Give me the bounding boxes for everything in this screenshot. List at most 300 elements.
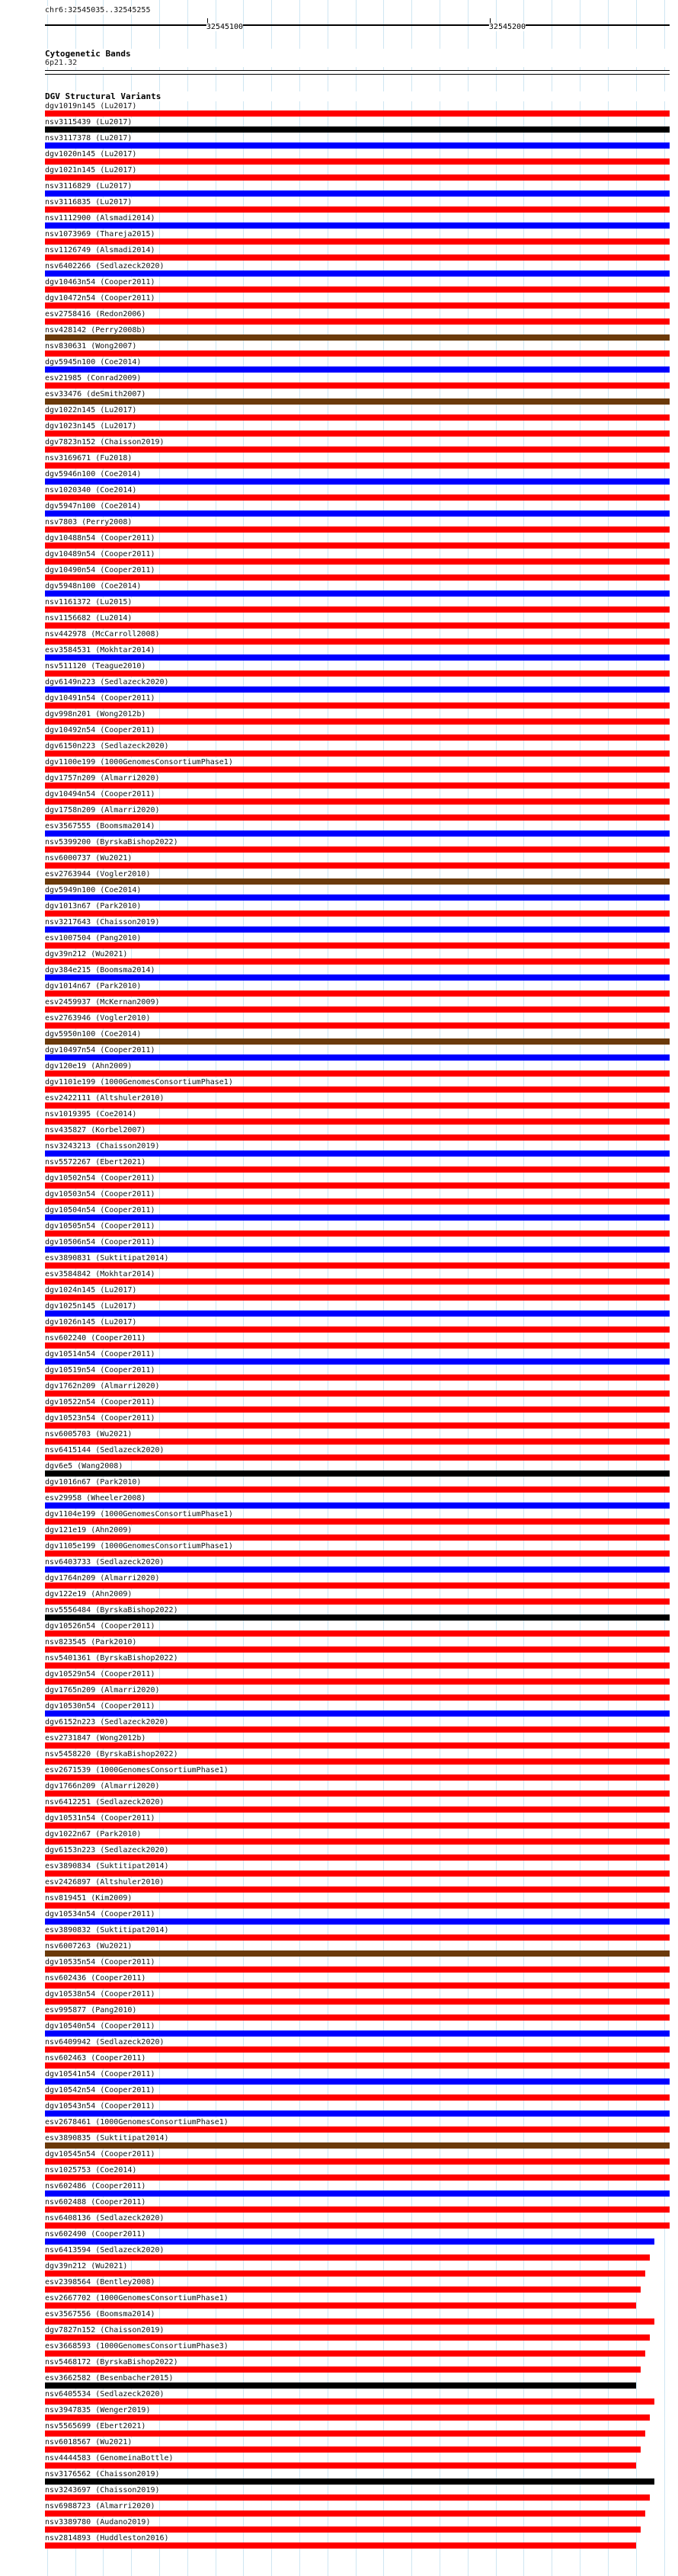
dgv-feature-bar[interactable]	[45, 670, 670, 677]
dgv-feature-bar[interactable]	[45, 2174, 670, 2181]
dgv-feature-bar[interactable]	[45, 334, 670, 341]
dgv-feature-row[interactable]	[45, 1766, 670, 1782]
dgv-feature-row[interactable]	[45, 1622, 670, 1638]
dgv-feature-row[interactable]	[45, 1142, 670, 1158]
dgv-feature-bar[interactable]	[45, 590, 670, 597]
dgv-feature-bar[interactable]	[45, 686, 670, 693]
dgv-feature-row[interactable]	[45, 1110, 670, 1126]
dgv-feature-row[interactable]	[45, 1590, 670, 1606]
dgv-feature-row[interactable]	[45, 870, 670, 886]
dgv-feature-bar[interactable]	[45, 2078, 670, 2085]
dgv-feature-bar[interactable]	[45, 862, 670, 869]
dgv-feature-row[interactable]	[45, 406, 670, 422]
dgv-feature-bar[interactable]	[45, 494, 670, 501]
dgv-feature-bar[interactable]	[45, 1006, 670, 1013]
dgv-feature-row[interactable]	[45, 1686, 670, 1702]
dgv-feature-bar[interactable]	[45, 366, 670, 373]
dgv-feature-row[interactable]	[45, 102, 670, 118]
dgv-feature-row[interactable]	[45, 2406, 670, 2422]
dgv-feature-row[interactable]	[45, 2118, 670, 2134]
dgv-feature-row[interactable]	[45, 438, 670, 454]
dgv-feature-bar[interactable]	[45, 1870, 670, 1877]
dgv-feature-row[interactable]	[45, 662, 670, 678]
dgv-feature-row[interactable]	[45, 1574, 670, 1590]
dgv-feature-row[interactable]	[45, 1734, 670, 1750]
dgv-feature-row[interactable]	[45, 2006, 670, 2022]
dgv-feature-bar[interactable]	[45, 830, 670, 837]
dgv-feature-row[interactable]	[45, 966, 670, 982]
dgv-feature-row[interactable]	[45, 2310, 670, 2326]
dgv-feature-bar[interactable]	[45, 2494, 650, 2501]
dgv-feature-row[interactable]	[45, 166, 670, 182]
dgv-feature-bar[interactable]	[45, 910, 670, 917]
dgv-feature-row[interactable]	[45, 1718, 670, 1734]
dgv-feature-bar[interactable]	[45, 1582, 670, 1589]
dgv-feature-row[interactable]	[45, 2198, 670, 2214]
dgv-feature-row[interactable]	[45, 1782, 670, 1798]
dgv-feature-bar[interactable]	[45, 1998, 670, 2005]
dgv-feature-bar[interactable]	[45, 1038, 670, 1045]
dgv-feature-bar[interactable]	[45, 238, 670, 245]
dgv-feature-bar[interactable]	[45, 798, 670, 805]
dgv-feature-bar[interactable]	[45, 1678, 670, 1685]
dgv-feature-bar[interactable]	[45, 1422, 670, 1429]
dgv-feature-row[interactable]	[45, 502, 670, 518]
dgv-feature-bar[interactable]	[45, 222, 670, 229]
dgv-feature-row[interactable]	[45, 694, 670, 710]
dgv-feature-bar[interactable]	[45, 2462, 636, 2469]
dgv-feature-row[interactable]	[45, 326, 670, 342]
dgv-feature-bar[interactable]	[45, 2366, 641, 2373]
dgv-feature-row[interactable]	[45, 2502, 670, 2518]
dgv-feature-bar[interactable]	[45, 414, 670, 421]
dgv-feature-row[interactable]	[45, 2454, 670, 2470]
dgv-feature-row[interactable]	[45, 1126, 670, 1142]
dgv-feature-bar[interactable]	[45, 1646, 670, 1653]
dgv-feature-bar[interactable]	[45, 1838, 670, 1845]
dgv-feature-row[interactable]	[45, 2518, 670, 2534]
dgv-feature-row[interactable]	[45, 246, 670, 262]
dgv-feature-row[interactable]	[45, 2070, 670, 2086]
dgv-feature-row[interactable]	[45, 2022, 670, 2038]
dgv-feature-row[interactable]	[45, 1670, 670, 1686]
dgv-feature-bar[interactable]	[45, 974, 670, 981]
dgv-feature-bar[interactable]	[45, 158, 670, 165]
dgv-feature-row[interactable]	[45, 214, 670, 230]
dgv-feature-row[interactable]	[45, 1206, 670, 1222]
dgv-feature-row[interactable]	[45, 486, 670, 502]
dgv-feature-row[interactable]	[45, 1254, 670, 1270]
dgv-feature-row[interactable]	[45, 998, 670, 1014]
dgv-feature-bar[interactable]	[45, 990, 670, 997]
dgv-feature-row[interactable]	[45, 134, 670, 150]
dgv-feature-bar[interactable]	[45, 318, 670, 325]
dgv-feature-row[interactable]	[45, 2166, 670, 2182]
dgv-feature-bar[interactable]	[45, 2286, 641, 2293]
dgv-feature-bar[interactable]	[45, 1134, 670, 1141]
dgv-feature-row[interactable]	[45, 1014, 670, 1030]
dgv-feature-bar[interactable]	[45, 2318, 654, 2325]
dgv-feature-row[interactable]	[45, 310, 670, 326]
dgv-feature-row[interactable]	[45, 918, 670, 934]
dgv-feature-bar[interactable]	[45, 894, 670, 901]
dgv-feature-row[interactable]	[45, 742, 670, 758]
dgv-feature-bar[interactable]	[45, 846, 670, 853]
dgv-feature-row[interactable]	[45, 1606, 670, 1622]
dgv-feature-row[interactable]	[45, 1510, 670, 1526]
dgv-feature-bar[interactable]	[45, 1742, 670, 1749]
dgv-feature-bar[interactable]	[45, 654, 670, 661]
dgv-feature-bar[interactable]	[45, 1118, 670, 1125]
dgv-feature-row[interactable]	[45, 278, 670, 294]
dgv-feature-bar[interactable]	[45, 302, 670, 309]
dgv-feature-row[interactable]	[45, 598, 670, 614]
dgv-feature-bar[interactable]	[45, 2526, 641, 2533]
dgv-feature-bar[interactable]	[45, 1086, 670, 1093]
dgv-feature-bar[interactable]	[45, 1214, 670, 1221]
dgv-feature-row[interactable]	[45, 790, 670, 806]
dgv-feature-row[interactable]	[45, 1366, 670, 1382]
dgv-feature-bar[interactable]	[45, 446, 670, 453]
dgv-feature-row[interactable]	[45, 1046, 670, 1062]
dgv-feature-bar[interactable]	[45, 2302, 636, 2309]
dgv-feature-row[interactable]	[45, 342, 670, 358]
dgv-feature-bar[interactable]	[45, 1486, 670, 1493]
dgv-feature-bar[interactable]	[45, 462, 670, 469]
dgv-feature-row[interactable]	[45, 2230, 670, 2246]
dgv-feature-bar[interactable]	[45, 1374, 670, 1381]
dgv-feature-bar[interactable]	[45, 2158, 670, 2165]
dgv-feature-bar[interactable]	[45, 350, 670, 357]
dgv-feature-bar[interactable]	[45, 2190, 670, 2197]
dgv-feature-row[interactable]	[45, 1078, 670, 1094]
dgv-feature-bar[interactable]	[45, 110, 670, 117]
dgv-feature-bar[interactable]	[45, 2430, 645, 2437]
dgv-feature-bar[interactable]	[45, 1358, 670, 1365]
dgv-feature-row[interactable]	[45, 1654, 670, 1670]
dgv-feature-bar[interactable]	[45, 766, 670, 773]
dgv-feature-bar[interactable]	[45, 1342, 670, 1349]
dgv-feature-bar[interactable]	[45, 2446, 641, 2453]
dgv-feature-bar[interactable]	[45, 1022, 670, 1029]
dgv-feature-row[interactable]	[45, 262, 670, 278]
dgv-feature-row[interactable]	[45, 1414, 670, 1430]
dgv-feature-bar[interactable]	[45, 1326, 670, 1333]
dgv-feature-row[interactable]	[45, 358, 670, 374]
dgv-feature-bar[interactable]	[45, 558, 670, 565]
dgv-feature-bar[interactable]	[45, 1550, 670, 1557]
dgv-feature-row[interactable]	[45, 1494, 670, 1510]
dgv-feature-row[interactable]	[45, 2102, 670, 2118]
dgv-feature-row[interactable]	[45, 2342, 670, 2358]
dgv-feature-bar[interactable]	[45, 174, 670, 181]
dgv-feature-bar[interactable]	[45, 1534, 670, 1541]
dgv-feature-row[interactable]	[45, 1526, 670, 1542]
dgv-feature-bar[interactable]	[45, 1566, 670, 1573]
dgv-feature-bar[interactable]	[45, 782, 670, 789]
dgv-feature-bar[interactable]	[45, 142, 670, 149]
dgv-feature-bar[interactable]	[45, 1598, 670, 1605]
dgv-feature-row[interactable]	[45, 1478, 670, 1494]
dgv-feature-bar[interactable]	[45, 1614, 670, 1621]
dgv-feature-bar[interactable]	[45, 2094, 670, 2101]
dgv-feature-bar[interactable]	[45, 622, 670, 629]
dgv-feature-row[interactable]	[45, 2262, 670, 2278]
dgv-feature-bar[interactable]	[45, 1630, 670, 1637]
dgv-feature-bar[interactable]	[45, 1070, 670, 1077]
dgv-feature-bar[interactable]	[45, 254, 670, 261]
dgv-feature-bar[interactable]	[45, 542, 670, 549]
dgv-feature-row[interactable]	[45, 774, 670, 790]
dgv-feature-bar[interactable]	[45, 2334, 650, 2341]
dgv-feature-row[interactable]	[45, 1846, 670, 1862]
dgv-feature-bar[interactable]	[45, 1934, 670, 1941]
dgv-feature-row[interactable]	[45, 614, 670, 630]
dgv-feature-bar[interactable]	[45, 382, 670, 389]
dgv-feature-row[interactable]	[45, 678, 670, 694]
dgv-feature-row[interactable]	[45, 454, 670, 470]
dgv-feature-bar[interactable]	[45, 2238, 654, 2245]
dgv-feature-row[interactable]	[45, 2326, 670, 2342]
dgv-feature-bar[interactable]	[45, 1262, 670, 1269]
dgv-feature-row[interactable]	[45, 726, 670, 742]
dgv-feature-bar[interactable]	[45, 1774, 670, 1781]
dgv-feature-bar[interactable]	[45, 878, 670, 885]
dgv-feature-bar[interactable]	[45, 1198, 670, 1205]
dgv-feature-bar[interactable]	[45, 1278, 670, 1285]
dgv-feature-bar[interactable]	[45, 926, 670, 933]
dgv-feature-bar[interactable]	[45, 1886, 670, 1893]
dgv-feature-bar[interactable]	[45, 1950, 670, 1957]
dgv-feature-row[interactable]	[45, 390, 670, 406]
dgv-feature-row[interactable]	[45, 822, 670, 838]
dgv-feature-bar[interactable]	[45, 2414, 650, 2421]
dgv-feature-bar[interactable]	[45, 1166, 670, 1173]
dgv-feature-bar[interactable]	[45, 1294, 670, 1301]
dgv-feature-bar[interactable]	[45, 2222, 670, 2229]
dgv-feature-row[interactable]	[45, 2086, 670, 2102]
dgv-feature-bar[interactable]	[45, 1182, 670, 1189]
dgv-feature-row[interactable]	[45, 2150, 670, 2166]
dgv-feature-bar[interactable]	[45, 2382, 636, 2389]
dgv-feature-row[interactable]	[45, 758, 670, 774]
dgv-feature-row[interactable]	[45, 2358, 670, 2374]
dgv-feature-bar[interactable]	[45, 814, 670, 821]
dgv-feature-row[interactable]	[45, 1990, 670, 2006]
dgv-feature-row[interactable]	[45, 374, 670, 390]
dgv-feature-bar[interactable]	[45, 1806, 670, 1813]
dgv-feature-bar[interactable]	[45, 1150, 670, 1157]
dgv-feature-row[interactable]	[45, 2134, 670, 2150]
dgv-feature-bar[interactable]	[45, 2398, 654, 2405]
dgv-feature-row[interactable]	[45, 2214, 670, 2230]
dgv-feature-bar[interactable]	[45, 206, 670, 213]
dgv-feature-row[interactable]	[45, 2534, 670, 2550]
dgv-feature-row[interactable]	[45, 1350, 670, 1366]
dgv-feature-row[interactable]	[45, 886, 670, 902]
dgv-feature-bar[interactable]	[45, 510, 670, 517]
dgv-feature-bar[interactable]	[45, 1790, 670, 1797]
dgv-feature-bar[interactable]	[45, 1102, 670, 1109]
dgv-feature-bar[interactable]	[45, 1854, 670, 1861]
dgv-feature-bar[interactable]	[45, 430, 670, 437]
dgv-feature-row[interactable]	[45, 198, 670, 214]
dgv-feature-bar[interactable]	[45, 2270, 645, 2277]
dgv-feature-bar[interactable]	[45, 718, 670, 725]
dgv-feature-bar[interactable]	[45, 1502, 670, 1509]
dgv-feature-row[interactable]	[45, 1814, 670, 1830]
dgv-feature-bar[interactable]	[45, 1406, 670, 1413]
dgv-feature-bar[interactable]	[45, 942, 670, 949]
dgv-feature-row[interactable]	[45, 1094, 670, 1110]
dgv-feature-row[interactable]	[45, 1174, 670, 1190]
dgv-feature-row[interactable]	[45, 2422, 670, 2438]
dgv-feature-bar[interactable]	[45, 190, 670, 197]
dgv-feature-row[interactable]	[45, 1158, 670, 1174]
dgv-feature-row[interactable]	[45, 1270, 670, 1286]
dgv-feature-row[interactable]	[45, 710, 670, 726]
dgv-feature-row[interactable]	[45, 1926, 670, 1942]
dgv-feature-row[interactable]	[45, 230, 670, 246]
dgv-feature-row[interactable]	[45, 838, 670, 854]
dgv-feature-bar[interactable]	[45, 2254, 650, 2261]
dgv-feature-bar[interactable]	[45, 526, 670, 533]
dgv-feature-row[interactable]	[45, 2246, 670, 2262]
dgv-feature-row[interactable]	[45, 1334, 670, 1350]
dgv-feature-row[interactable]	[45, 1318, 670, 1334]
dgv-feature-bar[interactable]	[45, 1982, 670, 1989]
dgv-feature-bar[interactable]	[45, 2510, 645, 2517]
dgv-feature-row[interactable]	[45, 422, 670, 438]
dgv-feature-row[interactable]	[45, 982, 670, 998]
cytoband-bar[interactable]	[45, 70, 670, 75]
dgv-feature-row[interactable]	[45, 1062, 670, 1078]
dgv-feature-row[interactable]	[45, 1910, 670, 1926]
dgv-feature-bar[interactable]	[45, 702, 670, 709]
dgv-feature-bar[interactable]	[45, 1966, 670, 1973]
dgv-feature-row[interactable]	[45, 1750, 670, 1766]
dgv-feature-bar[interactable]	[45, 1470, 670, 1477]
dgv-feature-row[interactable]	[45, 1958, 670, 1974]
dgv-feature-bar[interactable]	[45, 1230, 670, 1237]
dgv-feature-bar[interactable]	[45, 1726, 670, 1733]
dgv-feature-row[interactable]	[45, 1382, 670, 1398]
dgv-feature-row[interactable]	[45, 2486, 670, 2502]
dgv-feature-row[interactable]	[45, 1558, 670, 1574]
dgv-feature-row[interactable]	[45, 470, 670, 486]
dgv-feature-row[interactable]	[45, 1862, 670, 1878]
dgv-feature-bar[interactable]	[45, 1054, 670, 1061]
dgv-feature-row[interactable]	[45, 1238, 670, 1254]
dgv-feature-bar[interactable]	[45, 2046, 670, 2053]
dgv-feature-bar[interactable]	[45, 2110, 670, 2117]
dgv-feature-row[interactable]	[45, 2294, 670, 2310]
dgv-feature-row[interactable]	[45, 118, 670, 134]
dgv-feature-row[interactable]	[45, 582, 670, 598]
dgv-feature-row[interactable]	[45, 550, 670, 566]
dgv-feature-bar[interactable]	[45, 606, 670, 613]
dgv-feature-row[interactable]	[45, 934, 670, 950]
dgv-feature-bar[interactable]	[45, 2014, 670, 2021]
dgv-feature-row[interactable]	[45, 630, 670, 646]
dgv-feature-row[interactable]	[45, 1302, 670, 1318]
dgv-feature-bar[interactable]	[45, 286, 670, 293]
dgv-feature-bar[interactable]	[45, 1246, 670, 1253]
dgv-feature-bar[interactable]	[45, 574, 670, 581]
dgv-feature-row[interactable]	[45, 1894, 670, 1910]
dgv-feature-row[interactable]	[45, 806, 670, 822]
dgv-feature-row[interactable]	[45, 1462, 670, 1478]
dgv-feature-row[interactable]	[45, 2470, 670, 2486]
dgv-feature-row[interactable]	[45, 1798, 670, 1814]
dgv-feature-row[interactable]	[45, 1638, 670, 1654]
dgv-feature-bar[interactable]	[45, 638, 670, 645]
dgv-feature-row[interactable]	[45, 1190, 670, 1206]
dgv-feature-row[interactable]	[45, 2390, 670, 2406]
dgv-feature-row[interactable]	[45, 1286, 670, 1302]
dgv-feature-bar[interactable]	[45, 734, 670, 741]
dgv-feature-row[interactable]	[45, 950, 670, 966]
dgv-feature-bar[interactable]	[45, 1662, 670, 1669]
dgv-feature-bar[interactable]	[45, 750, 670, 757]
dgv-feature-row[interactable]	[45, 150, 670, 166]
dgv-feature-bar[interactable]	[45, 2142, 670, 2149]
dgv-feature-row[interactable]	[45, 534, 670, 550]
dgv-feature-row[interactable]	[45, 518, 670, 534]
dgv-feature-bar[interactable]	[45, 1438, 670, 1445]
dgv-feature-row[interactable]	[45, 566, 670, 582]
dgv-feature-bar[interactable]	[45, 478, 670, 485]
dgv-feature-row[interactable]	[45, 646, 670, 662]
dgv-feature-row[interactable]	[45, 1942, 670, 1958]
dgv-feature-bar[interactable]	[45, 2030, 670, 2037]
dgv-feature-bar[interactable]	[45, 2126, 670, 2133]
dgv-feature-bar[interactable]	[45, 2206, 670, 2213]
dgv-feature-row[interactable]	[45, 2038, 670, 2054]
dgv-feature-bar[interactable]	[45, 2062, 670, 2069]
dgv-feature-row[interactable]	[45, 2054, 670, 2070]
dgv-feature-bar[interactable]	[45, 1390, 670, 1397]
dgv-feature-bar[interactable]	[45, 1902, 670, 1909]
dgv-feature-bar[interactable]	[45, 1822, 670, 1829]
dgv-feature-row[interactable]	[45, 1430, 670, 1446]
dgv-feature-row[interactable]	[45, 1398, 670, 1414]
dgv-feature-row[interactable]	[45, 2374, 670, 2390]
dgv-feature-bar[interactable]	[45, 1710, 670, 1717]
dgv-feature-bar[interactable]	[45, 1310, 670, 1317]
dgv-feature-bar[interactable]	[45, 126, 670, 133]
dgv-feature-bar[interactable]	[45, 1518, 670, 1525]
dgv-feature-row[interactable]	[45, 1030, 670, 1046]
dgv-feature-row[interactable]	[45, 2438, 670, 2454]
dgv-feature-row[interactable]	[45, 1542, 670, 1558]
dgv-feature-bar[interactable]	[45, 2478, 654, 2485]
dgv-feature-bar[interactable]	[45, 2350, 645, 2357]
dgv-feature-row[interactable]	[45, 294, 670, 310]
dgv-feature-bar[interactable]	[45, 270, 670, 277]
dgv-feature-bar[interactable]	[45, 1758, 670, 1765]
dgv-feature-row[interactable]	[45, 902, 670, 918]
dgv-feature-row[interactable]	[45, 1974, 670, 1990]
dgv-feature-row[interactable]	[45, 1222, 670, 1238]
dgv-feature-row[interactable]	[45, 854, 670, 870]
dgv-feature-bar[interactable]	[45, 1918, 670, 1925]
dgv-feature-row[interactable]	[45, 1446, 670, 1462]
dgv-feature-row[interactable]	[45, 182, 670, 198]
dgv-feature-row[interactable]	[45, 1878, 670, 1894]
dgv-feature-row[interactable]	[45, 1830, 670, 1846]
dgv-feature-bar[interactable]	[45, 2542, 636, 2549]
